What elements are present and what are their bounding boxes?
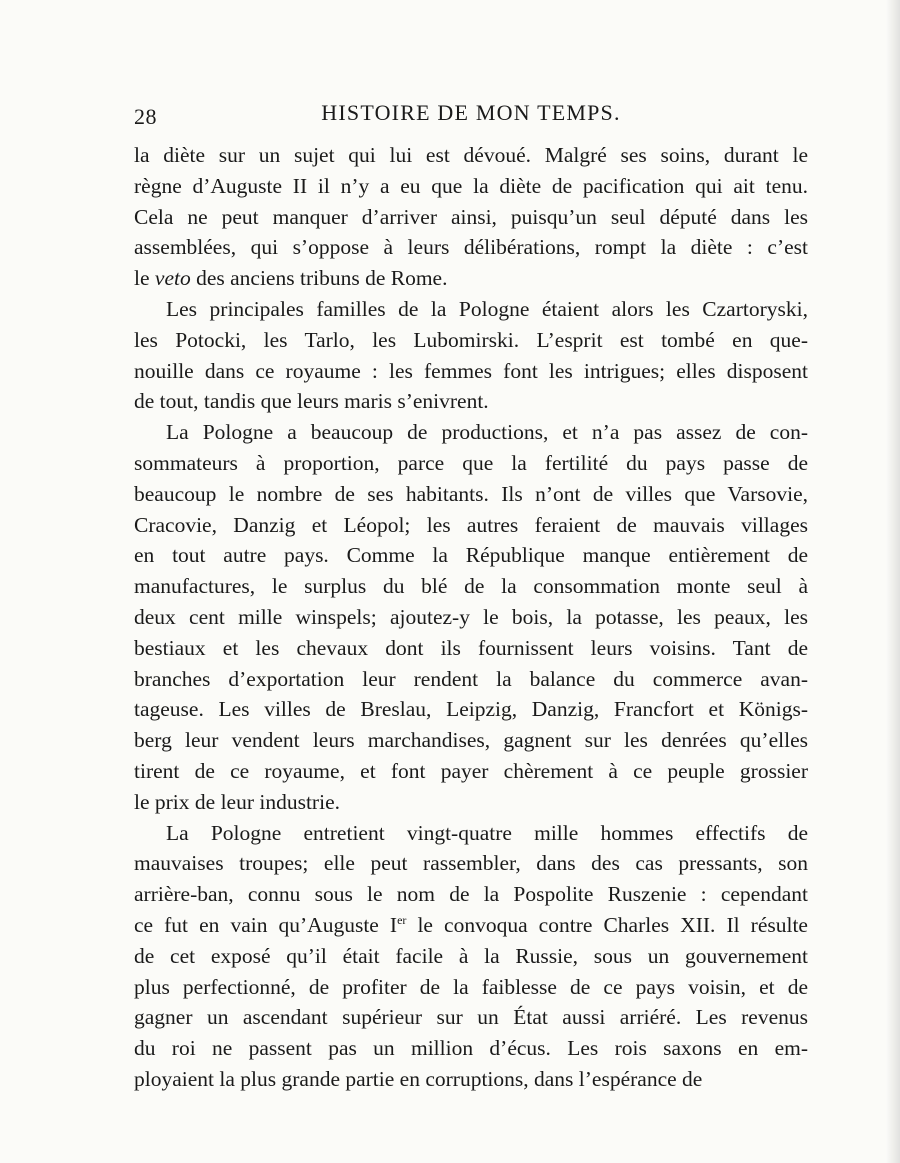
paragraph <box>134 294 808 417</box>
text-line: Les principales familles de la Pologne étaient alors les Czartoryski, <box>166 296 808 321</box>
page-edge-shadow <box>886 0 900 1163</box>
text-line: la diète sur un sujet qui lui est dévoué. Malgré ses soins, durant le <box>134 143 808 167</box>
text-line: de tout, tandis que leurs maris s’enivrent. <box>134 389 489 414</box>
text-line: plus perfectionné, de profiter de la faiblesse de ce pays voisin, et de <box>134 974 808 999</box>
text-line: assemblées, qui s’oppose à leurs délibérations, rompt la diète : c’est <box>134 235 808 260</box>
text-line: les Potocki, les Tarlo, les Lubomirski. L’esprit est tombé en que- <box>134 327 808 352</box>
text-line: tirent de ce royaume, et font payer chèrement à ce peuple grossier <box>134 758 808 783</box>
text-line: en tout autre pays. Comme la République manque entièrement de <box>134 543 808 568</box>
text-line: règne d’Auguste II il n’y a eu que la diète de pacification qui ait tenu. <box>134 173 808 198</box>
text-line: branches d’exportation leur rendent la balance du commerce avan- <box>134 666 808 691</box>
superscript: er <box>397 912 407 927</box>
text-line: bestiaux et les chevaux dont ils fournissent leurs voisins. Tant de <box>134 635 808 660</box>
text-line: le prix de leur industrie. <box>134 789 340 814</box>
italic-term: veto <box>154 266 191 291</box>
text-line: La Pologne entretient vingt-quatre mille hommes effectifs de <box>166 820 808 845</box>
text-line: arrière-ban, connu sous le nom de la Pospolite Ruszenie : cependant <box>134 882 808 907</box>
text-line: de cet exposé qu’il était facile à la Russie, sous un gouvernement <box>134 943 808 968</box>
text-segment: ce fut en vain qu’Auguste I <box>134 912 398 937</box>
text-line: Cela ne peut manquer d’arriver ainsi, puisqu’un seul député dans les <box>134 204 808 229</box>
page-header <box>134 98 808 130</box>
text-line: beaucoup le nombre de ses habitants. Ils n’ont de villes que Varsovie, <box>134 481 808 506</box>
text-line: sommateurs à proportion, parce que la fertilité du pays passe de <box>134 450 808 475</box>
paragraph <box>134 818 808 1095</box>
text-line: nouille dans ce royaume : les femmes font les intrigues; elles disposent <box>134 358 808 383</box>
text-line: tageuse. Les villes de Breslau, Leipzig, Danzig, Francfort et Königs- <box>134 697 808 722</box>
body-text <box>134 140 808 1095</box>
text-line <box>134 910 808 941</box>
text-line: deux cent mille winspels; ajoutez-y le bois, la potasse, les peaux, les <box>134 604 808 629</box>
text-line: Cracovie, Danzig et Léopol; les autres feraient de mauvais villages <box>134 512 808 537</box>
text-line: manufactures, le surplus du blé de la consommation monte seul à <box>134 574 808 599</box>
text-line: berg leur vendent leurs marchandises, gagnent sur les denrées qu’elles <box>134 728 808 753</box>
paragraph <box>134 417 808 817</box>
page-number: 28 <box>134 104 157 129</box>
running-head: HISTOIRE DE MON TEMPS. <box>321 100 621 125</box>
text-line: gagner un ascendant supérieur sur un État aussi arriéré. Les revenus <box>134 1005 808 1030</box>
text-line: La Pologne a beaucoup de productions, et n’a pas assez de con- <box>166 420 808 445</box>
text-segment: le <box>134 266 155 291</box>
text-segment: des anciens tribuns de Rome. <box>190 266 448 291</box>
text-line: ployaient la plus grande partie en corruptions, dans l’espérance de <box>134 1066 703 1091</box>
text-line: mauvaises troupes; elle peut rassembler, dans des cas pressants, son <box>134 851 808 876</box>
text-line: du roi ne passent pas un million d’écus. Les rois saxons en em- <box>134 1036 808 1061</box>
paragraph <box>134 140 808 294</box>
text-segment: le convoqua contre Charles XII. Il résulte <box>406 912 808 937</box>
text-line <box>134 263 808 294</box>
